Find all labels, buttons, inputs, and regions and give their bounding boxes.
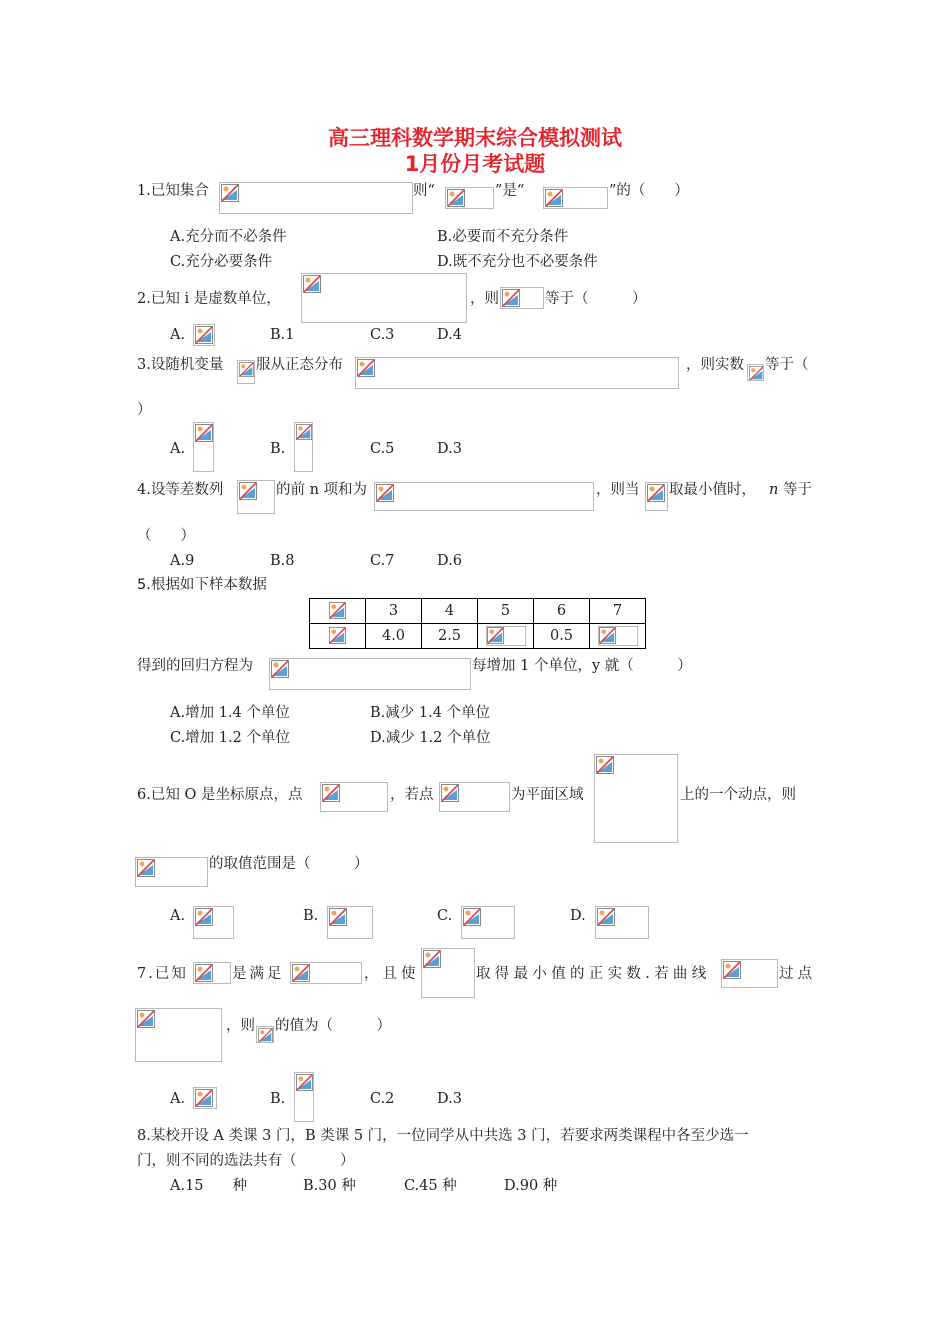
q3-normal-distribution-image <box>355 357 679 389</box>
table-row <box>310 624 646 649</box>
q6-region-inequalities-image <box>594 754 678 843</box>
q5-text-c: 每增加 1 个单位，y 就（ ） <box>472 658 692 674</box>
broken-image-icon <box>447 189 465 207</box>
q8-text-a: 8.某校开设 A 类课 3 门，B 类课 5 门，一位同学从中共选 3 门，若要求两类课程中各至少选一 <box>137 1128 749 1144</box>
q4-text-a: 4.设等差数列 <box>137 482 224 498</box>
q7-option-d: D.3 <box>437 1091 462 1107</box>
table-header-x <box>310 599 366 624</box>
q7-option-a: A. <box>170 1091 186 1107</box>
q1-text-c: ”是“ <box>495 183 525 199</box>
broken-image-icon <box>195 908 213 926</box>
q2-expression-image <box>500 287 544 309</box>
x-symbol-image <box>328 601 348 621</box>
broken-image-icon <box>271 660 289 678</box>
q3-variable-a-image <box>747 364 764 381</box>
q2-text-c: 等于（ ） <box>545 291 647 307</box>
q4-text-n: n <box>769 482 779 498</box>
q3-variable-xi-image <box>237 360 255 384</box>
broken-image-icon <box>329 908 347 926</box>
table-cell-image <box>598 626 638 646</box>
q6-option-c-image <box>461 906 515 939</box>
q7-point-image <box>135 1008 222 1062</box>
q6-option-a-image <box>193 906 234 939</box>
q3-option-b: B. <box>270 441 286 457</box>
q5-option-d: D.减少 1.2 个单位 <box>370 730 491 746</box>
q5-text-a: 5.根据如下样本数据 <box>137 577 267 593</box>
table-row <box>310 599 646 624</box>
table-header-y <box>310 624 366 649</box>
broken-image-icon <box>296 1074 313 1091</box>
q8-text-b: 门，则不同的选法共有（ ） <box>137 1153 355 1169</box>
q1-option-b: B.必要而不充分条件 <box>437 229 569 245</box>
broken-image-icon <box>463 908 481 926</box>
q6-option-c: C. <box>437 908 453 924</box>
q3-option-d: D.3 <box>437 441 462 457</box>
q7-text-g: 的值为（ ） <box>275 1018 391 1034</box>
page-subtitle: 1月份月考试题 <box>404 152 546 176</box>
q6-option-b: B. <box>303 908 319 924</box>
broken-image-icon <box>545 189 563 207</box>
page-title: 高三理科数学期末综合模拟测试 <box>328 126 622 150</box>
broken-image-icon <box>258 1028 273 1043</box>
table-cell <box>478 624 534 649</box>
broken-image-icon <box>502 289 520 307</box>
q2-complex-formula-image <box>301 273 467 323</box>
q5-regression-equation-image <box>269 658 471 690</box>
q2-option-c: C.3 <box>370 327 395 343</box>
q3-option-a-image <box>193 422 214 472</box>
q6-text-a: 6.已知 O 是坐标原点，点 <box>137 787 303 803</box>
q8-option-a: A.15 种 <box>170 1178 248 1194</box>
q7-expression-image <box>421 948 475 998</box>
q1-text-b: 则“ <box>413 183 435 199</box>
q1-option-a: A.充分而不必条件 <box>170 229 287 245</box>
q8-option-d: D.90 种 <box>504 1178 558 1194</box>
q6-option-b-image <box>327 906 373 939</box>
broken-image-icon <box>599 627 616 644</box>
broken-image-icon <box>221 184 239 202</box>
broken-image-icon <box>487 627 504 644</box>
broken-image-icon <box>195 964 213 982</box>
broken-image-icon <box>423 950 441 968</box>
q7-text-b: 是满足 <box>232 966 285 982</box>
broken-image-icon <box>647 484 665 502</box>
q6-option-d-image <box>595 906 649 939</box>
q7-text-c: ，且使 <box>364 966 420 982</box>
q7-text-f: ，则 <box>226 1018 255 1034</box>
q7-text-d: 取得最小值的正实数.若曲线 <box>476 966 711 982</box>
table-cell <box>590 624 646 649</box>
q6-dot-product-image <box>135 857 208 887</box>
broken-image-icon <box>723 961 741 979</box>
q6-text-e: 的取值范围是（ ） <box>209 856 369 872</box>
q1-option-c: C.充分必要条件 <box>170 254 273 270</box>
broken-image-icon <box>357 359 375 377</box>
broken-image-icon <box>296 424 312 440</box>
broken-image-icon <box>292 964 310 982</box>
q4-text-g: （ ） <box>137 528 195 544</box>
q4-option-c: C.7 <box>370 553 395 569</box>
q5-option-a: A.增加 1.4 个单位 <box>170 705 290 721</box>
q6-option-a: A. <box>170 908 186 924</box>
q8-option-c: C.45 种 <box>404 1178 457 1194</box>
table-cell: 4 <box>422 599 478 624</box>
q2-option-b: B.1 <box>270 327 295 343</box>
q7-variable-ab-image <box>193 962 231 984</box>
q6-text-c: 为平面区域 <box>511 787 584 803</box>
q2-option-a: A. <box>170 327 186 343</box>
broken-image-icon <box>239 362 254 377</box>
q7-text-a: 7.已知 <box>137 966 188 982</box>
table-cell: 0.5 <box>534 624 590 649</box>
table-cell: 6 <box>534 599 590 624</box>
q4-sequence-image <box>237 480 275 514</box>
broken-image-icon <box>195 1089 213 1107</box>
broken-image-icon <box>749 366 764 381</box>
q4-option-d: D.6 <box>437 553 462 569</box>
broken-image-icon <box>195 424 213 442</box>
q5-option-b: B.减少 1.4 个单位 <box>370 705 491 721</box>
q6-point-a-image <box>320 782 388 812</box>
table-cell: 3 <box>366 599 422 624</box>
broken-image-icon <box>195 326 213 344</box>
q5-option-c: C.增加 1.2 个单位 <box>170 730 290 746</box>
broken-image-icon <box>322 784 340 802</box>
q1-option-d: D.既不充分也不必要条件 <box>437 254 598 270</box>
q4-sum-formula-image <box>374 482 594 511</box>
broken-image-icon <box>329 602 346 619</box>
q3-option-a: A. <box>170 441 186 457</box>
broken-image-icon <box>441 784 459 802</box>
q7-option-b: B. <box>270 1091 286 1107</box>
table-cell: 2.5 <box>422 624 478 649</box>
table-cell: 4.0 <box>366 624 422 649</box>
q2-option-a-image <box>193 324 215 346</box>
q8-option-b: B.30 种 <box>303 1178 356 1194</box>
q7-condition-image <box>290 962 362 984</box>
q2-text-a: 2.已知 i 是虚数单位， <box>137 291 281 307</box>
q4-text-c: ，则当 <box>596 482 640 498</box>
q3-option-b-image <box>294 422 313 472</box>
broken-image-icon <box>596 756 614 774</box>
broken-image-icon <box>137 1010 155 1028</box>
q4-text-b: 的前 n 项和为 <box>276 482 368 498</box>
table-cell-image <box>486 626 526 646</box>
q3-option-c: C.5 <box>370 441 395 457</box>
table-cell: 7 <box>590 599 646 624</box>
q4-option-a: A.9 <box>170 553 195 569</box>
q7-curve-image <box>721 959 778 988</box>
q6-text-b: ，若点 <box>390 787 434 803</box>
q4-sn-image <box>645 482 668 511</box>
q7-option-a-image <box>193 1087 217 1109</box>
broken-image-icon <box>329 627 346 644</box>
q1-text-d: ”的（ ） <box>609 183 689 199</box>
broken-image-icon <box>597 908 615 926</box>
q6-option-d: D. <box>570 908 586 924</box>
q3-text-b: 服从正态分布 <box>256 357 343 373</box>
q7-variable-image <box>256 1026 274 1043</box>
q3-text-c: ，则实数 <box>686 357 744 373</box>
q1-text-a: 1.已知集合 <box>137 183 209 199</box>
broken-image-icon <box>137 859 155 877</box>
broken-image-icon <box>376 484 394 502</box>
q4-text-d: 取最小值时， <box>669 482 756 498</box>
y-symbol-image <box>328 626 348 646</box>
q1-set-formula-image <box>219 182 413 214</box>
q3-text-e: ） <box>137 402 152 418</box>
q7-option-b-image <box>294 1072 314 1122</box>
q2-text-b: ，则 <box>470 291 499 307</box>
q1-condition-q-image <box>543 187 608 209</box>
q7-text-e: 过点 <box>779 966 816 982</box>
q2-option-d: D.4 <box>437 327 462 343</box>
q4-text-f: 等于 <box>783 482 812 498</box>
q6-point-m-image <box>439 782 510 812</box>
q3-text-a: 3.设随机变量 <box>137 357 224 373</box>
q7-option-c: C.2 <box>370 1091 395 1107</box>
q4-option-b: B.8 <box>270 553 295 569</box>
broken-image-icon <box>303 275 321 293</box>
q5-sample-data-table <box>309 598 646 649</box>
q5-text-b: 得到的回归方程为 <box>137 658 253 674</box>
q6-text-d: 上的一个动点，则 <box>680 787 796 803</box>
q3-text-d: 等于（ <box>765 357 809 373</box>
q1-condition-p-image <box>445 187 494 209</box>
table-cell: 5 <box>478 599 534 624</box>
broken-image-icon <box>239 482 257 500</box>
